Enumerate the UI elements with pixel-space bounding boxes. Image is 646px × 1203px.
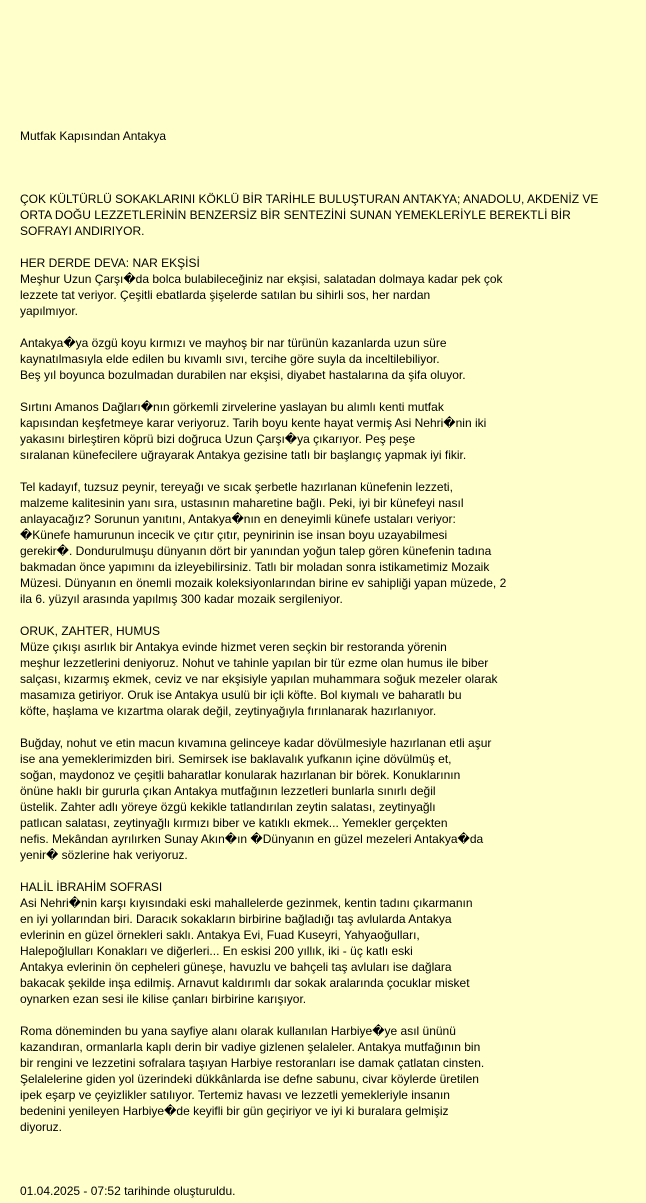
paragraph-line: evlerinin en güzel örnekleri saklı. Antakya Evi, Fuad Kuseyri, Yahyaoğulları, xyxy=(20,928,420,942)
paragraph-line: Müzesi. Dünyanın en önemli mozaik koleksiyonlarından birine ev sahipliği yapan müzede, 2 xyxy=(20,576,507,590)
paragraph-line: Asi Nehri�nin karşı kıyısındaki eski mahallelerde gezinmek, kentin tadını çıkarmanın xyxy=(20,896,473,910)
paragraph-asur-semirsek xyxy=(20,735,491,863)
paragraph-line: önüne haklı bir gururla çıkan Antakya mutfağının lezzetleri bunlarla sınırlı değil xyxy=(20,784,436,798)
paragraph-line: bakacak şekilde inşa edilmiş. Arnavut kaldırımlı dar sokak aralarında çocuklar misket xyxy=(20,976,470,990)
paragraph-line: ise ana yemeklerimizden biri. Semirsek ise baklavalık yufkanın içine dövülmüş et, xyxy=(20,752,452,766)
paragraph-line: bir rengini ve lezzetini sofralara taşıyan Harbiye restoranları ise damak çatlatan cinsten. xyxy=(20,1056,485,1070)
paragraph-line: sıralanan künefecilere uğrayarak Antakya gezisine tatlı bir başlangıç yapmak iyi fikir. xyxy=(20,448,467,462)
paragraph-line: Şelalelerine giden yol üzerindeki dükkânlarda ise defne sabunu, civar köylerde üretilen xyxy=(20,1072,479,1086)
paragraph-line: köfte, haşlama ve kızartma olarak değil, zeytinyağıyla fırınlanarak hazırlanıyor. xyxy=(20,704,437,718)
paragraph-line: Meşhur Uzun Çarşı�da bolca bulabileceğiniz nar ekşisi, salatadan dolmaya kadar pek çok xyxy=(20,272,503,286)
paragraph-line: Sırtını Amanos Dağları�nın görkemli zirvelerine yaslayan bu alımlı kenti mutfak xyxy=(20,400,444,414)
paragraph-line: Roma döneminden bu yana sayfiye alanı olarak kullanılan Harbiye�ye asıl ününü xyxy=(20,1024,456,1038)
paragraph-amanos xyxy=(20,399,486,463)
paragraph-line: oynarken ezan sesi ile kilise çanları birbirine karışıyor. xyxy=(20,992,307,1006)
paragraph-nar-eksisi-2 xyxy=(20,335,466,383)
section-halil-ibrahim-sofrasi xyxy=(20,879,473,1007)
section-oruk-zahter-humus xyxy=(20,623,498,719)
paragraph-line: Halepoğlulları Konakları ve diğerleri... En eskisi 200 yıllık, iki - üç katlı eski xyxy=(20,944,413,958)
section-heading: HER DERDE DEVA: NAR EKŞİSİ xyxy=(20,256,200,270)
paragraph-line: Beş yıl boyunca bozulmadan durabilen nar ekşisi, diyabet hastalarına da şifa oluyor. xyxy=(20,368,466,382)
paragraph-line: malzeme kalitesinin yanı sıra, ustasının maharetine bağlı. Peki, iyi bir künefeyi nasıl xyxy=(20,496,464,510)
paragraph-line: �Künefe hamurunun incecik ve çıtır çıtır, peynirinin ise insan boyu uzayabilmesi xyxy=(20,528,448,542)
paragraph-line: kaynatılmasıyla elde edilen bu kıvamlı sıvı, tercihe göre suyla da inceltilebiliyor. xyxy=(20,352,440,366)
paragraph-line: lezzete tat veriyor. Çeşitli ebatlarda şişelerde satılan bu sihirli sos, her nardan xyxy=(20,288,431,302)
intro-paragraph xyxy=(20,191,598,239)
paragraph-line: bakmadan önce yapımını da izleyebilirsiniz. Tatlı bir moladan sonra istikametimiz Mozaik xyxy=(20,560,490,574)
paragraph-harbiye xyxy=(20,1023,484,1135)
paragraph-line: Antakya evlerinin ön cepheleri güneşe, havuzlu ve bahçeli taş avluları ise dağlara xyxy=(20,960,452,974)
intro-line: ORTA DOĞU LEZZETLERİNİN BENZERSİZ BİR SENTEZİNİ SUNAN YEMEKLERİYLE BEREKTLİ BİR xyxy=(20,208,571,222)
paragraph-kunefe xyxy=(20,479,506,607)
paragraph-line: kazandıran, ormanlarla kaplı derin bir vadiye gizlenen şelaleler. Antakya mutfağının bin xyxy=(20,1040,481,1054)
intro-line: SOFRAYI ANDIRIYOR. xyxy=(20,224,145,238)
paragraph-line: Tel kadayıf, tuzsuz peynir, tereyağı ve sıcak şerbetle hazırlanan künefenin lezzeti, xyxy=(20,480,453,494)
paragraph-line: en iyi yollarından biri. Daracık sokakların birbirine bağladığı taş avlularda Antakya xyxy=(20,912,452,926)
generated-timestamp: 01.04.2025 - 07:52 tarihinde oluşturuldu. xyxy=(20,1184,236,1198)
paragraph-line: Buğday, nohut ve etin macun kıvamına gelinceye kadar dövülmesiyle hazırlanan etli aşur xyxy=(20,736,492,750)
paragraph-line: soğan, maydonoz ve çeşitli baharatlar konularak hazırlanan bir börek. Konuklarının xyxy=(20,768,461,782)
paragraph-line: yenir� sözlerine hak veriyoruz. xyxy=(20,848,188,862)
paragraph-line: üstelik. Zahter adlı yöreye özgü kekikle tatlandırılan zeytin salatası, zeytinyağlı xyxy=(20,800,436,814)
paragraph-line: ipek eşarp ve çeyizlikler satılıyor. Tertemiz havası ve lezzetli yemekleriyle insanın xyxy=(20,1088,450,1102)
section-heading: HALİL İBRAHİM SOFRASI xyxy=(20,880,163,894)
paragraph-line: Antakya�ya özgü koyu kırmızı ve mayhoş bir nar türünün kazanlarda uzun süre xyxy=(20,336,447,350)
page-title: Mutfak Kapısından Antakya xyxy=(20,129,167,143)
paragraph-line: bedenini yenileyen Harbiye�de keyifli bir gün geçiriyor ve iyi ki buralara gelmişiz xyxy=(20,1104,449,1118)
paragraph-line: ila 6. yüzyıl arasında yapılmış 300 kadar mozaik sergileniyor. xyxy=(20,592,343,606)
intro-line: ÇOK KÜLTÜRLÜ SOKAKLARINI KÖKLÜ BİR TARİHLE BULUŞTURAN ANTAKYA; ANADOLU, AKDENİZ VE xyxy=(20,192,599,206)
section-heading: ORUK, ZAHTER, HUMUS xyxy=(20,624,161,638)
paragraph-line: salçası, kızarmış ekmek, ceviz ve nar ekşisiyle yapılan muhammara soğuk mezeler olarak xyxy=(20,672,498,686)
paragraph-line: Müze çıkışı asırlık bir Antakya evinde hizmet veren seçkin bir restoranda yörenin xyxy=(20,640,447,654)
paragraph-line: kapısından keşfetmeye karar veriyoruz. Tarih boyu kente hayat vermiş Asi Nehri�nin iki xyxy=(20,416,487,430)
paragraph-line: gerekir�. Dondurulmuşu dünyanın dört bir yanından yoğun talep gören künefenin tadına xyxy=(20,544,492,558)
paragraph-line: diyoruz. xyxy=(20,1120,63,1134)
paragraph-line: yakasını birleştiren köprü bizi doğruca Uzun Çarşı�ya çıkarıyor. Peş peşe xyxy=(20,432,416,446)
paragraph-line: nefis. Mekândan ayrılırken Sunay Akın�ın �Dünyanın en güzel mezeleri Antakya�da xyxy=(20,832,484,846)
paragraph-line: masamıza getiriyor. Oruk ise Antakya usulü bir içli köfte. Bol kıymalı ve baharatlı bu xyxy=(20,688,462,702)
section-nar-eksisi xyxy=(20,255,503,319)
paragraph-line: patlıcan salatası, zeytinyağlı kırmızı biber ve katıklı ekmek... Yemekler gerçekten xyxy=(20,816,448,830)
paragraph-line: meşhur lezzetlerini deniyoruz. Nohut ve tahinle yapılan bir tür ezme olan humus ile biber xyxy=(20,656,489,670)
paragraph-line: yapılmıyor. xyxy=(20,304,79,318)
paragraph-line: anlayacağız? Sorunun yanıtını, Antakya�nın en deneyimli künefe ustaları veriyor: xyxy=(20,512,456,526)
